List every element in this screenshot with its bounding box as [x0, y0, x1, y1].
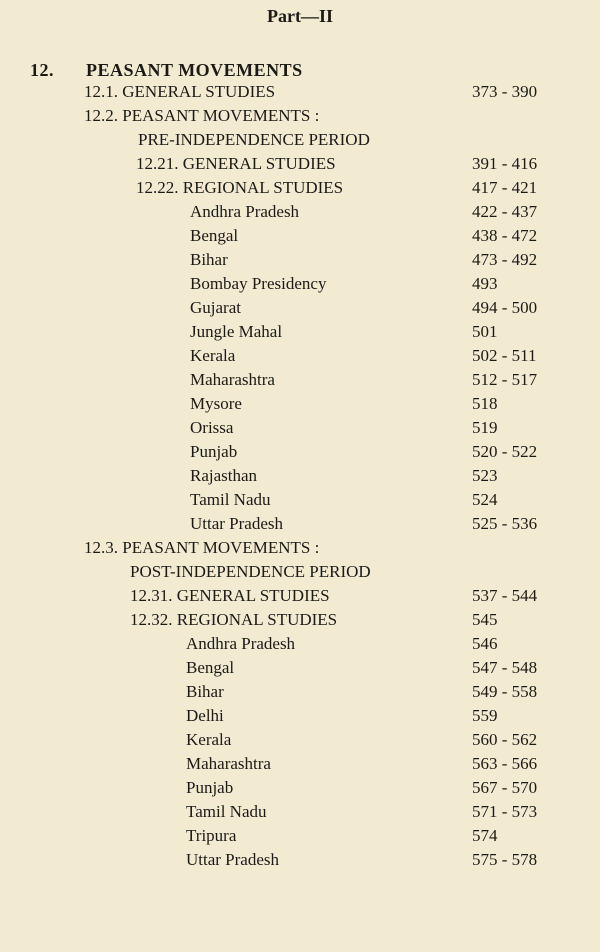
section-title: PEASANT MOVEMENTS [86, 60, 303, 80]
index-entry [0, 512, 600, 536]
entry-pages: 575 - 578 [472, 850, 538, 869]
entry-pages: 518 [472, 394, 498, 413]
entry-pages: 519 [472, 418, 498, 437]
entry-pages: 545 [472, 610, 498, 629]
index-entry [0, 584, 600, 608]
entry-label: Tripura [186, 826, 237, 845]
section-heading [30, 60, 303, 81]
entry-label: Rajasthan [190, 466, 258, 485]
index-entry [0, 824, 600, 848]
entry-pages: 549 - 558 [472, 682, 538, 701]
entry-label: Mysore [190, 394, 242, 413]
index-entry [0, 656, 600, 680]
index-entry [0, 560, 600, 584]
entry-label: Maharashtra [186, 754, 271, 773]
entry-label: Orissa [190, 418, 234, 437]
entry-label: Bombay Presidency [190, 274, 327, 293]
index-entry [0, 776, 600, 800]
entry-pages: 559 [472, 706, 498, 725]
entry-label: 12.2. PEASANT MOVEMENTS : [84, 106, 320, 125]
index-entry [0, 200, 600, 224]
entry-label: Punjab [186, 778, 234, 797]
entry-label: 12.32. REGIONAL STUDIES [130, 610, 338, 629]
entry-label: Kerala [190, 346, 236, 365]
index-entry [0, 728, 600, 752]
entry-label: Jungle Mahal [190, 322, 283, 341]
section-number: 12. [30, 60, 54, 80]
index-entry [0, 248, 600, 272]
entry-label: 12.1. GENERAL STUDIES [84, 82, 276, 101]
index-entry [0, 416, 600, 440]
entry-label: 12.22. REGIONAL STUDIES [136, 178, 344, 197]
index-entry [0, 128, 600, 152]
entry-label: Kerala [186, 730, 232, 749]
entry-label: Maharashtra [190, 370, 275, 389]
entry-pages: 560 - 562 [472, 730, 538, 749]
index-entry [0, 848, 600, 872]
entry-label: Bengal [186, 658, 235, 677]
entry-label: 12.21. GENERAL STUDIES [136, 154, 336, 173]
entry-pages: 574 [472, 826, 498, 845]
entry-pages: 563 - 566 [472, 754, 538, 773]
index-entry [0, 464, 600, 488]
entry-label: Bihar [186, 682, 224, 701]
part-title: Part—II [267, 6, 333, 26]
entry-pages: 571 - 573 [472, 802, 538, 821]
entry-label: Andhra Pradesh [186, 634, 296, 653]
entry-label: Bengal [190, 226, 239, 245]
entry-label: Gujarat [190, 298, 241, 317]
index-entry [0, 344, 600, 368]
entry-pages: 502 - 511 [472, 346, 537, 365]
index-entry [0, 272, 600, 296]
index-entry [0, 488, 600, 512]
entry-pages: 391 - 416 [472, 154, 538, 173]
entry-pages: 438 - 472 [472, 226, 538, 245]
index-entry [0, 176, 600, 200]
entry-label: Delhi [186, 706, 224, 725]
entry-pages: 537 - 544 [472, 586, 538, 605]
entry-pages: 373 - 390 [472, 82, 538, 101]
index-entry [0, 104, 600, 128]
index-entry [0, 152, 600, 176]
entry-label: Tamil Nadu [186, 802, 267, 821]
entry-pages: 525 - 536 [472, 514, 538, 533]
entry-pages: 501 [472, 322, 498, 341]
entry-pages: 512 - 517 [472, 370, 538, 389]
index-entry [0, 392, 600, 416]
entry-pages: 567 - 570 [472, 778, 538, 797]
entry-pages: 494 - 500 [472, 298, 538, 317]
entry-label: Uttar Pradesh [190, 514, 284, 533]
index-entry [0, 752, 600, 776]
entry-pages: 523 [472, 466, 498, 485]
index-entry [0, 704, 600, 728]
entry-label: Bihar [190, 250, 228, 269]
entry-label: 12.31. GENERAL STUDIES [130, 586, 330, 605]
index-entry [0, 320, 600, 344]
entry-pages: 547 - 548 [472, 658, 538, 677]
index-entry [0, 608, 600, 632]
entry-label: Tamil Nadu [190, 490, 271, 509]
entry-label: Uttar Pradesh [186, 850, 280, 869]
index-entry [0, 368, 600, 392]
index-entry [0, 536, 600, 560]
entry-pages: 493 [472, 274, 498, 293]
entry-pages: 520 - 522 [472, 442, 538, 461]
entry-label: Punjab [190, 442, 238, 461]
entry-label: 12.3. PEASANT MOVEMENTS : [84, 538, 320, 557]
entry-pages: 546 [472, 634, 498, 653]
entry-label: PRE-INDEPENDENCE PERIOD [138, 130, 370, 149]
index-entry [0, 632, 600, 656]
entry-pages: 473 - 492 [472, 250, 538, 269]
entry-label: POST-INDEPENDENCE PERIOD [130, 562, 371, 581]
entry-pages: 524 [472, 490, 498, 509]
index-entry [0, 224, 600, 248]
entry-label: Andhra Pradesh [190, 202, 300, 221]
index-entry [0, 296, 600, 320]
index-entry [0, 80, 600, 104]
index-entry [0, 440, 600, 464]
index-entry [0, 680, 600, 704]
index-entry [0, 800, 600, 824]
entry-pages: 417 - 421 [472, 178, 538, 197]
entry-pages: 422 - 437 [472, 202, 538, 221]
